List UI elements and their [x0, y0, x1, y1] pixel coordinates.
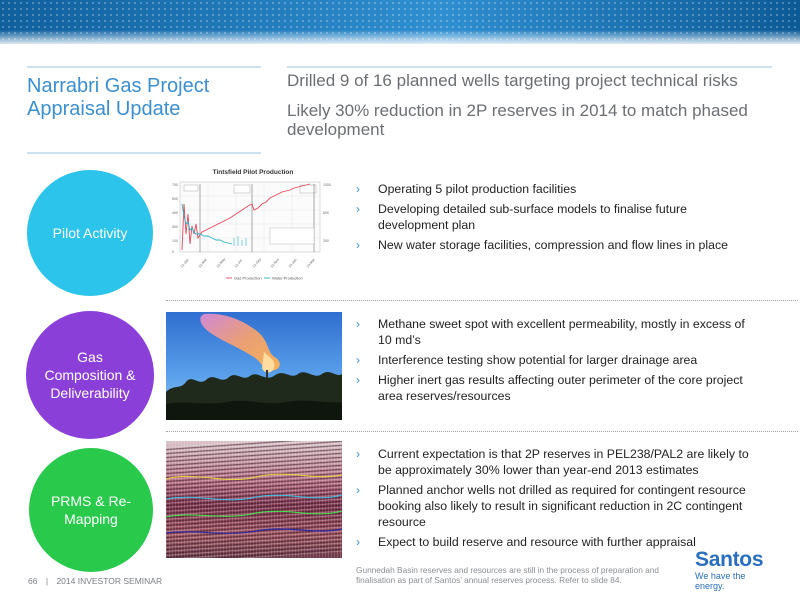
bullet-text: Interference testing show potential for larger drainage area — [378, 353, 698, 367]
logo-wordmark: Santos — [695, 548, 764, 571]
prms-remapping-label: PRMS & Re-Mapping — [50, 493, 132, 527]
chart-legend-water: Water Production — [272, 275, 303, 281]
list-item — [356, 372, 756, 404]
prms-remapping-circle — [29, 448, 153, 572]
svg-text:12-Jan: 12-Jan — [179, 257, 190, 269]
svg-text:300: 300 — [172, 225, 178, 229]
section-divider — [166, 300, 798, 301]
prms-remapping-bullets — [356, 446, 756, 554]
headline-2: Likely 30% reduction in 2P reserves in 2014 to match phased development — [287, 101, 748, 139]
bullet-text: Operating 5 pilot production facilities — [378, 182, 577, 196]
svg-text:1000: 1000 — [323, 183, 331, 187]
headline-1: Drilled 9 of 16 planned wells targeting project technical risks — [287, 71, 738, 90]
svg-text:400: 400 — [172, 211, 178, 215]
svg-text:600: 600 — [323, 211, 329, 215]
chart-legend-gas: Gas Production — [234, 275, 262, 281]
list-item — [356, 181, 756, 197]
svg-text:13-Mar: 13-Mar — [305, 257, 316, 269]
list-item — [356, 201, 756, 233]
list-item — [356, 446, 756, 478]
gas-flare-photo — [166, 312, 342, 420]
headline-rule — [287, 66, 772, 68]
svg-text:200: 200 — [323, 239, 329, 243]
svg-text:12-Jul: 12-Jul — [233, 258, 243, 269]
svg-text:700: 700 — [172, 183, 178, 187]
bullet-text: Methane sweet spot with excellent permeability, mostly in excess of 10 md’s — [378, 317, 745, 347]
list-item — [356, 352, 756, 368]
svg-text:0: 0 — [172, 250, 174, 254]
chevron-right-icon: › — [356, 353, 360, 367]
gas-composition-bullets — [356, 316, 756, 408]
bullet-text: Planned anchor wells not drilled as required for contingent resource booking also likely to result in significant reduction in 2C contingent resource — [378, 483, 746, 529]
list-item — [356, 482, 756, 530]
bullet-text: Current expectation is that 2P reserves in PEL238/PAL2 are likely to be approximately 30% lower than year-end 2013 estimates — [378, 447, 749, 477]
title-bottom-rule — [27, 152, 261, 154]
svg-text:500: 500 — [172, 197, 178, 201]
pilot-production-chart — [166, 164, 341, 286]
header-fade — [0, 30, 800, 44]
gas-composition-circle — [26, 311, 154, 439]
svg-text:13-Jan: 13-Jan — [287, 257, 298, 269]
footer-event: 2014 INVESTOR SEMINAR — [56, 576, 163, 586]
bullet-text: Developing detailed sub-surface models to finalise future development plan — [378, 202, 687, 232]
svg-text:12-Nov: 12-Nov — [269, 257, 281, 269]
svg-text:12-Mar: 12-Mar — [197, 257, 208, 269]
chevron-right-icon: › — [356, 373, 360, 387]
header-band — [0, 0, 800, 44]
bullet-text: New water storage facilities, compression and flow lines in place — [378, 238, 728, 252]
svg-text:100: 100 — [172, 239, 178, 243]
page-title: Narrabri Gas Project Appraisal Update — [27, 75, 210, 120]
chevron-right-icon: › — [356, 202, 360, 216]
svg-text:12-May: 12-May — [215, 257, 227, 269]
list-item — [356, 316, 756, 348]
footnote: Gunnedah Basin reserves and resources are still in the process of preparation and finalisation as part of Santos’ annual reserves process. Refer to slide 84. — [356, 565, 660, 585]
pilot-activity-bullets — [356, 181, 756, 257]
title-top-rule — [27, 66, 261, 68]
chart-title: Tintsfield Pilot Production — [212, 169, 294, 176]
bullet-text: Expect to build reserve and resource with further appraisal — [378, 535, 696, 549]
svg-text:12-Sep: 12-Sep — [251, 257, 263, 269]
chevron-right-icon: › — [356, 182, 360, 196]
chevron-right-icon: › — [356, 483, 360, 497]
list-item — [356, 237, 756, 253]
santos-logo — [695, 549, 775, 591]
section-divider — [166, 431, 798, 432]
logo-tagline: We have the energy. — [695, 571, 746, 591]
footer — [28, 576, 162, 586]
bullet-text: Higher inert gas results affecting outer perimeter of the core project area reserves/resources — [378, 373, 743, 403]
pilot-activity-circle — [27, 170, 153, 296]
pilot-activity-label: Pilot Activity — [52, 225, 128, 241]
page-number: 66 — [28, 576, 38, 586]
chevron-right-icon: › — [356, 447, 360, 461]
footer-separator: | — [45, 576, 49, 586]
chevron-right-icon: › — [356, 317, 360, 331]
headlines — [287, 71, 757, 139]
gas-composition-label: Gas Composition & Deliverability — [44, 349, 136, 401]
chevron-right-icon: › — [356, 535, 360, 549]
chevron-right-icon: › — [356, 238, 360, 252]
seismic-section-image — [166, 441, 342, 558]
